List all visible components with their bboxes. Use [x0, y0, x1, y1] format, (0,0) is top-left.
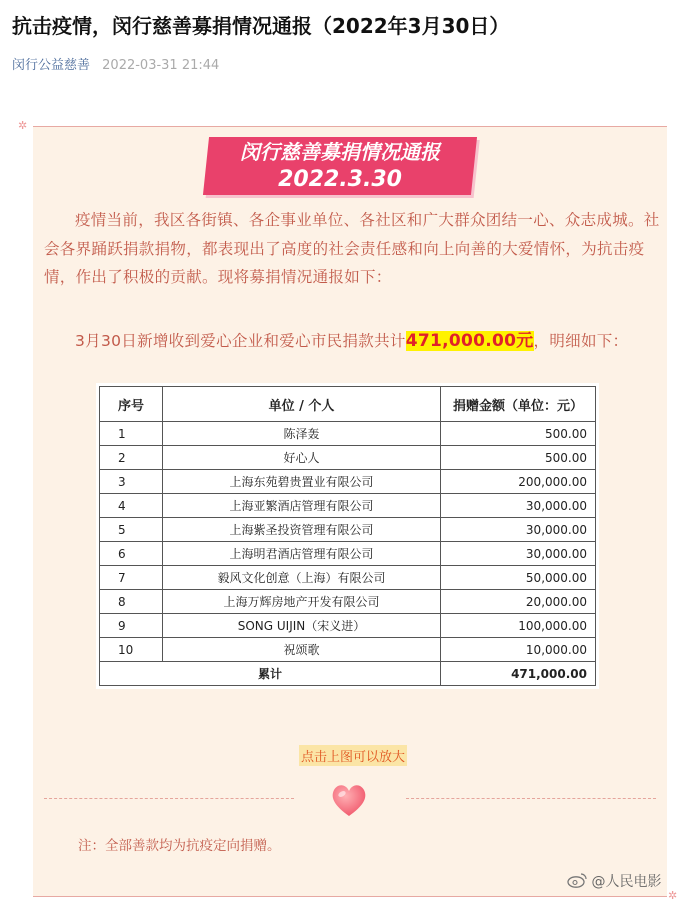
divider-left [44, 798, 294, 799]
total-label: 累计 [100, 662, 441, 686]
table-row [100, 566, 596, 590]
row-donor: 上海东苑碧贵置业有限公司 [163, 470, 441, 494]
row-amount: 30,000.00 [441, 542, 596, 566]
row-donor: 上海紫圣投资管理有限公司 [163, 518, 441, 542]
table-row [100, 638, 596, 662]
intro-paragraph: 疫情当前，我区各街镇、各企事业单位、各社区和广大群众团结一心、众志成城。社会各界踊跃捐款捐物，都表现出了高度的社会责任感和向上向善的大爱情怀，为抗击疫情，作出了积极的贡献。现将募捐情况通报如下： [44, 211, 660, 286]
row-seq: 6 [100, 542, 163, 566]
row-amount: 10,000.00 [441, 638, 596, 662]
row-donor: 祝颂歌 [163, 638, 441, 662]
row-seq: 10 [100, 638, 163, 662]
zoom-hint: 点击上图可以放大 [299, 745, 407, 766]
star-icon: ✲ [18, 119, 28, 132]
total-amount-highlight: 471,000.00元 [405, 331, 534, 351]
row-donor: SONG UIJIN（宋义进） [163, 614, 441, 638]
banner-title: 闵行慈善募捐情况通报 [240, 140, 440, 164]
footnote: 注：全部善款均为抗疫定向捐赠。 [78, 838, 281, 854]
article-title: 抗击疫情，闵行慈善募捐情况通报（2022年3月30日） [12, 14, 510, 38]
watermark-text: @人民电影 [591, 874, 662, 890]
table-row [100, 422, 596, 446]
row-seq: 8 [100, 590, 163, 614]
donation-table [99, 386, 596, 686]
weibo-icon [567, 872, 587, 888]
summary-before: 3月30日新增收到爱心企业和爱心市民捐款共计 [75, 332, 406, 350]
row-seq: 2 [100, 446, 163, 470]
poster-top-border [33, 126, 667, 127]
star-icon: ✲ [668, 889, 678, 902]
header-amount: 捐赠金额（单位：元） [441, 387, 596, 422]
row-amount: 200,000.00 [441, 470, 596, 494]
row-donor: 毅风文化创意（上海）有限公司 [163, 566, 441, 590]
row-seq: 3 [100, 470, 163, 494]
table-row [100, 470, 596, 494]
divider-right [406, 798, 656, 799]
summary-paragraph [44, 327, 660, 356]
total-row [100, 662, 596, 686]
table-row [100, 494, 596, 518]
row-amount: 30,000.00 [441, 494, 596, 518]
row-donor: 陈泽轰 [163, 422, 441, 446]
heart-icon [329, 780, 369, 820]
banner-date: 2022.3.30 [278, 167, 402, 192]
row-seq: 5 [100, 518, 163, 542]
table-row [100, 590, 596, 614]
poster-bottom-border [33, 896, 667, 897]
table-row [100, 542, 596, 566]
article-meta [12, 54, 219, 73]
row-amount: 100,000.00 [441, 614, 596, 638]
row-amount: 50,000.00 [441, 566, 596, 590]
watermark [567, 871, 661, 891]
header-donor: 单位 / 个人 [163, 387, 441, 422]
banner [206, 139, 474, 193]
account-link[interactable]: 闵行公益慈善 [12, 58, 91, 73]
row-seq: 9 [100, 614, 163, 638]
row-seq: 7 [100, 566, 163, 590]
row-donor: 好心人 [163, 446, 441, 470]
table-row [100, 518, 596, 542]
row-amount: 500.00 [441, 422, 596, 446]
row-donor: 上海万辉房地产开发有限公司 [163, 590, 441, 614]
row-seq: 1 [100, 422, 163, 446]
summary-after: ，明细如下： [533, 332, 629, 350]
row-amount: 30,000.00 [441, 518, 596, 542]
row-amount: 20,000.00 [441, 590, 596, 614]
row-amount: 500.00 [441, 446, 596, 470]
row-donor: 上海亚繁酒店管理有限公司 [163, 494, 441, 518]
table-row [100, 446, 596, 470]
header-seq: 序号 [100, 387, 163, 422]
table-row [100, 614, 596, 638]
row-seq: 4 [100, 494, 163, 518]
row-donor: 上海明君酒店管理有限公司 [163, 542, 441, 566]
total-value: 471,000.00 [441, 662, 596, 686]
publish-date: 2022-03-31 21:44 [102, 58, 220, 73]
